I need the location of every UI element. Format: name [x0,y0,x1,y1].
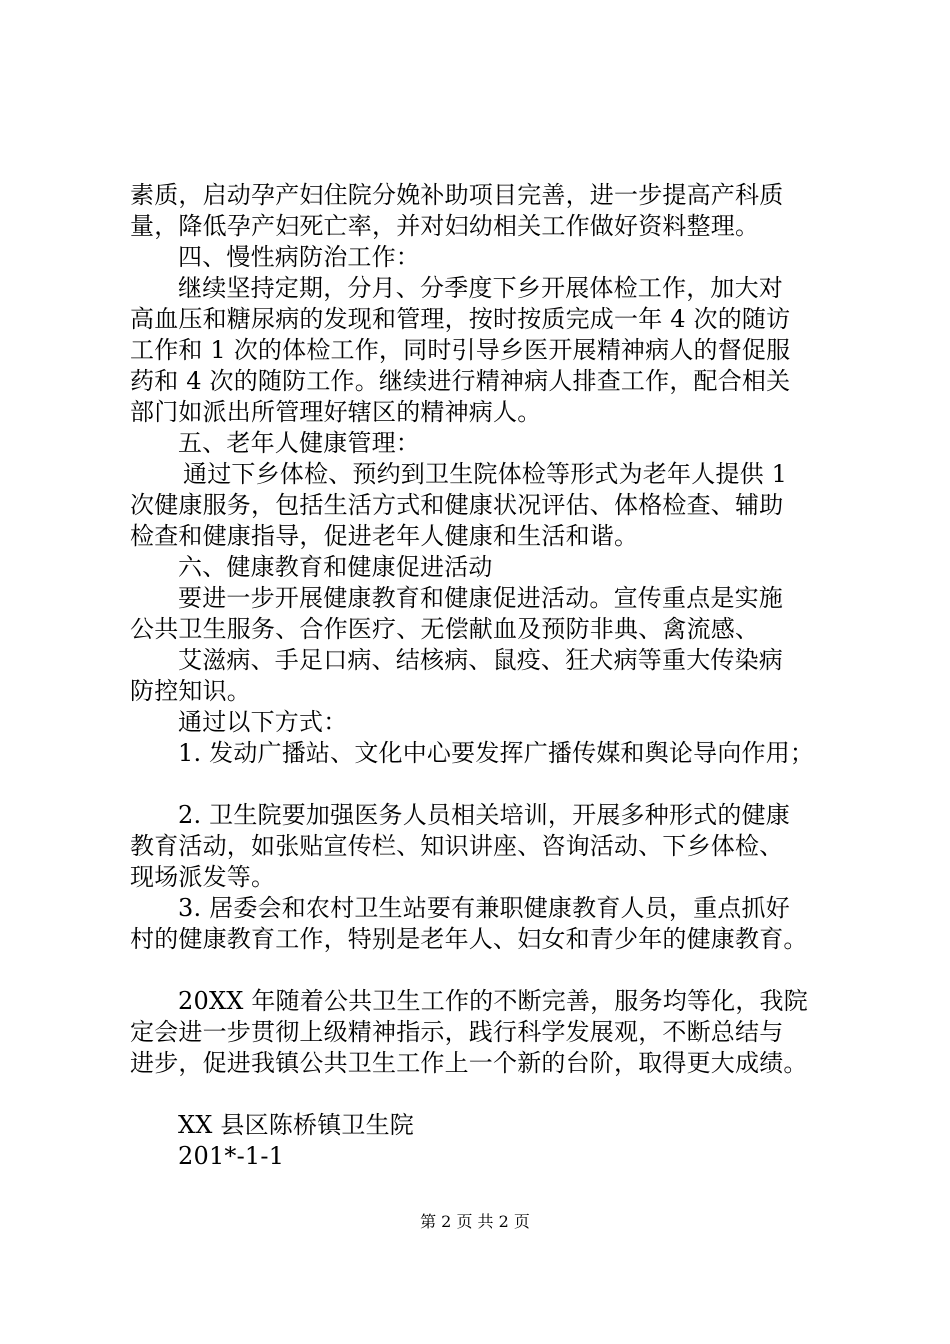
paragraph-line: 进步，促进我镇公共卫生工作上一个新的台阶，取得更大成绩。 [130,1049,808,1077]
paragraph-line: 高血压和糖尿病的发现和管理，按时按质完成一年 4 次的随访 [130,305,791,333]
section-heading: 六、健康教育和健康促进活动 [178,553,493,581]
paragraph-line: 继续坚持定期，分月、分季度下乡开展体检工作，加大对 [178,274,783,302]
paragraph-line: 20XX 年随着公共卫生工作的不断完善，服务均等化，我院 [178,987,808,1015]
paragraph-line: 防控知识。 [130,677,251,705]
paragraph-line: 定会进一步贯彻上级精神指示，践行科学发展观，不断总结与 [130,1018,784,1046]
paragraph-line: 公共卫生服务、合作医疗、无偿献血及预防非典、禽流感、 [130,615,760,643]
paragraph-line: 村的健康教育工作，特别是老年人、妇女和青少年的健康教育。 [130,925,808,953]
section-heading: 四、慢性病防治工作： [178,243,420,271]
page-footer: 第 2 页 共 2 页 [420,1212,530,1231]
section-heading: 五、老年人健康管理： [178,429,420,457]
list-item: 1. 发动广播站、文化中心要发挥广播传媒和舆论导向作用； [178,739,815,767]
paragraph-line: 次健康服务，包括生活方式和健康状况评估、体格检查、辅助 [130,491,784,519]
paragraph-line: 量，降低孕产妇死亡率，并对妇幼相关工作做好资料整理。 [130,212,760,240]
signature-date: 201*-1-1 [178,1142,285,1170]
paragraph-line: 现场派发等。 [130,863,276,891]
paragraph-line: 检查和健康指导，促进老年人健康和生活和谐。 [130,522,639,550]
paragraph-line: 要进一步开展健康教育和健康促进活动。宣传重点是实施 [178,584,783,612]
paragraph-line: 通过以下方式： [178,708,348,736]
paragraph-line: 素质，启动孕产妇住院分娩补助项目完善，进一步提高产科质 [130,181,784,209]
list-item: 2. 卫生院要加强医务人员相关培训，开展多种形式的健康 [178,801,790,829]
paragraph-line: 教育活动，如张贴宣传栏、知识讲座、咨询活动、下乡体检、 [130,832,784,860]
list-item: 3. 居委会和农村卫生站要有兼职健康教育人员，重点抓好 [178,894,790,922]
paragraph-line: 通过下乡体检、预约到卫生院体检等形式为老年人提供 1 [183,460,788,488]
paragraph-line: 工作和 1 次的体检工作，同时引导乡医开展精神病人的督促服 [130,336,791,364]
paragraph-line: 部门如派出所管理好辖区的精神病人。 [130,398,542,426]
paragraph-line: 艾滋病、手足口病、结核病、鼠疫、狂犬病等重大传染病 [178,646,783,674]
paragraph-line: 药和 4 次的随防工作。继续进行精神病人排查工作，配合相关 [130,367,791,395]
signature-organization: XX 县区陈桥镇卫生院 [178,1111,415,1139]
